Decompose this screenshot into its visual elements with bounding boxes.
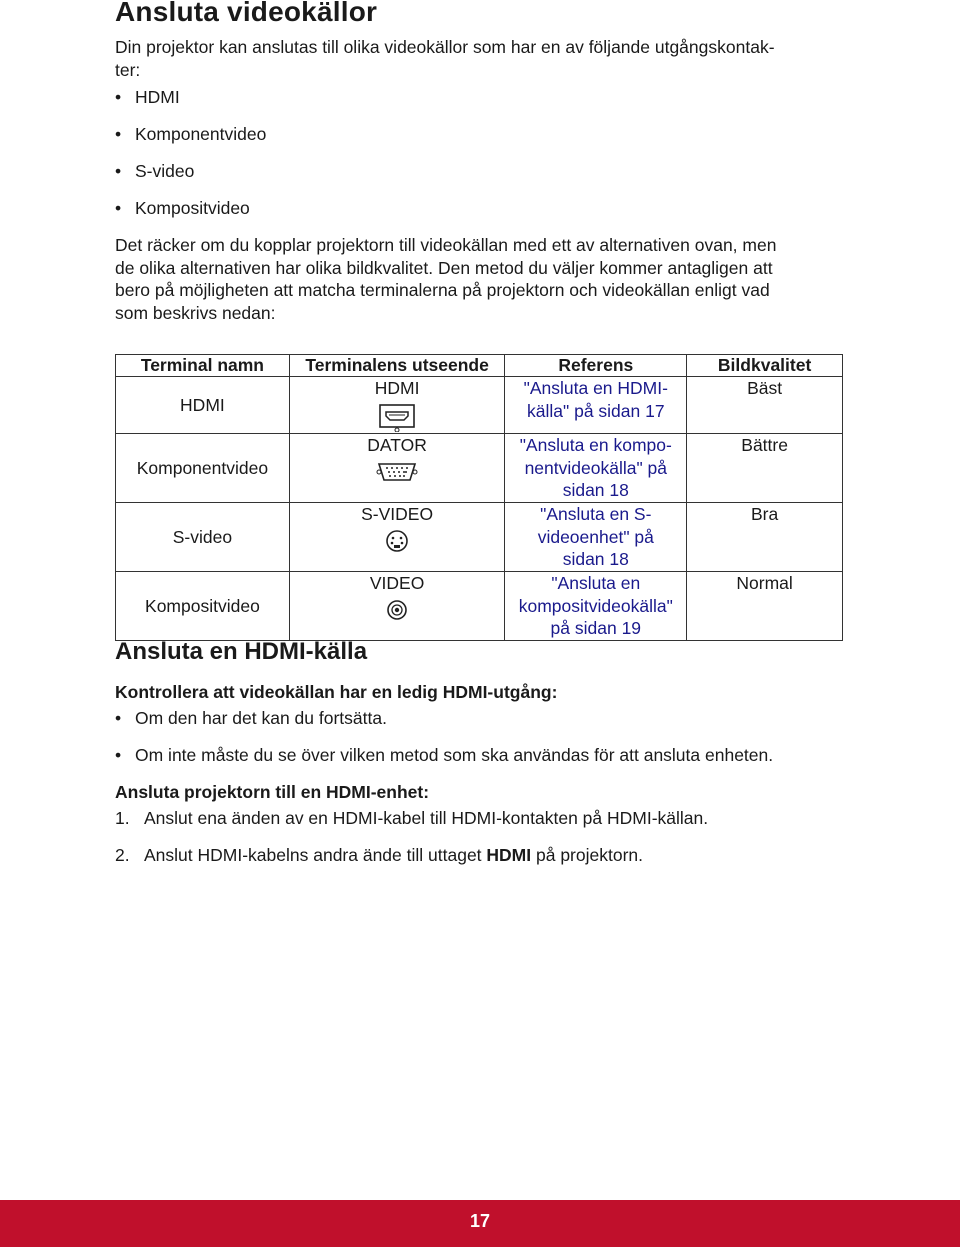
- table-row: [116, 434, 843, 503]
- page-title: Ansluta videokällor: [115, 0, 378, 27]
- column-header: Terminalens utseende: [289, 355, 505, 377]
- section-title: Ansluta en HDMI-källa: [115, 638, 368, 665]
- list-item: • Komponentvideo: [115, 124, 267, 144]
- reference[interactable]: "Ansluta en S- videoenhet" på sidan 18: [505, 503, 687, 572]
- reference[interactable]: "Ansluta en kompo- nentvideokälla" på sidan 18: [505, 434, 687, 503]
- connector-label: HDMI: [374, 378, 420, 398]
- picture-quality: Bäst: [687, 377, 843, 434]
- connector-label: VIDEO: [369, 573, 425, 593]
- svideo-port-icon: [384, 528, 410, 554]
- connector-label: DATOR: [367, 435, 427, 455]
- picture-quality: Bättre: [687, 434, 843, 503]
- rca-port-icon: [384, 597, 410, 623]
- column-header: Referens: [505, 355, 687, 377]
- intro-line-2: ter:: [115, 59, 141, 80]
- terminal-name: Komponentvideo: [116, 434, 290, 503]
- terminal-appearance: [289, 572, 505, 641]
- list-item: • Om inte måste du se över vilken metod som ska användas för att ansluta enheten.: [115, 745, 774, 765]
- picture-quality: Bra: [687, 503, 843, 572]
- hdmi-port-icon: [377, 402, 417, 432]
- list-item: 2. Anslut HDMI-kabelns andra ände till uttaget HDMI på projektorn.: [115, 845, 643, 865]
- vga-port-icon: [375, 459, 419, 485]
- terminal-name: HDMI: [116, 377, 290, 434]
- terminal-appearance: [289, 503, 505, 572]
- check-heading: Kontrollera att videokällan har en ledig HDMI-utgång:: [115, 682, 558, 702]
- terminal-appearance: [289, 434, 505, 503]
- table-row: [116, 572, 843, 641]
- page-footer: [0, 1200, 960, 1247]
- list-item: • Kompositvideo: [115, 198, 250, 218]
- terminal-name: Kompositvideo: [116, 572, 290, 641]
- terminal-name: S-video: [116, 503, 290, 572]
- reference[interactable]: "Ansluta en kompositvideokälla" på sidan 19: [505, 572, 687, 641]
- terminal-appearance: [289, 377, 505, 434]
- list-item: 1. Anslut ena änden av en HDMI-kabel till HDMI-kontakten på HDMI-källan.: [115, 808, 709, 828]
- table-header-row: [116, 355, 843, 377]
- list-item: • Om den har det kan du fortsätta.: [115, 708, 387, 728]
- list-item: • HDMI: [115, 87, 180, 107]
- list-item: • S-video: [115, 161, 195, 181]
- column-header: Bildkvalitet: [687, 355, 843, 377]
- terminal-table: [115, 354, 843, 641]
- reference[interactable]: "Ansluta en HDMI- källa" på sidan 17: [505, 377, 687, 434]
- table-row: [116, 377, 843, 434]
- column-header: Terminal namn: [116, 355, 290, 377]
- connect-heading: Ansluta projektorn till en HDMI-enhet:: [115, 782, 430, 802]
- page-number: 17: [469, 1211, 491, 1231]
- body-paragraph: Det räcker om du kopplar projektorn till videokällan med ett av alternativen ovan, men de olika alternativen har olika bildkvalitet. Den metod du väljer kommer antagligen att bero på möjligheten att matcha terminalerna på projektorn och videokällan enligt vad som beskrivs nedan:: [115, 235, 777, 323]
- picture-quality: Normal: [687, 572, 843, 641]
- intro-line-1: Din projektor kan anslutas till olika videokällor som har en av följande utgångskontak-: [115, 37, 775, 57]
- table-row: [116, 503, 843, 572]
- connector-label: S-VIDEO: [361, 504, 434, 524]
- intro-paragraph: [115, 36, 850, 81]
